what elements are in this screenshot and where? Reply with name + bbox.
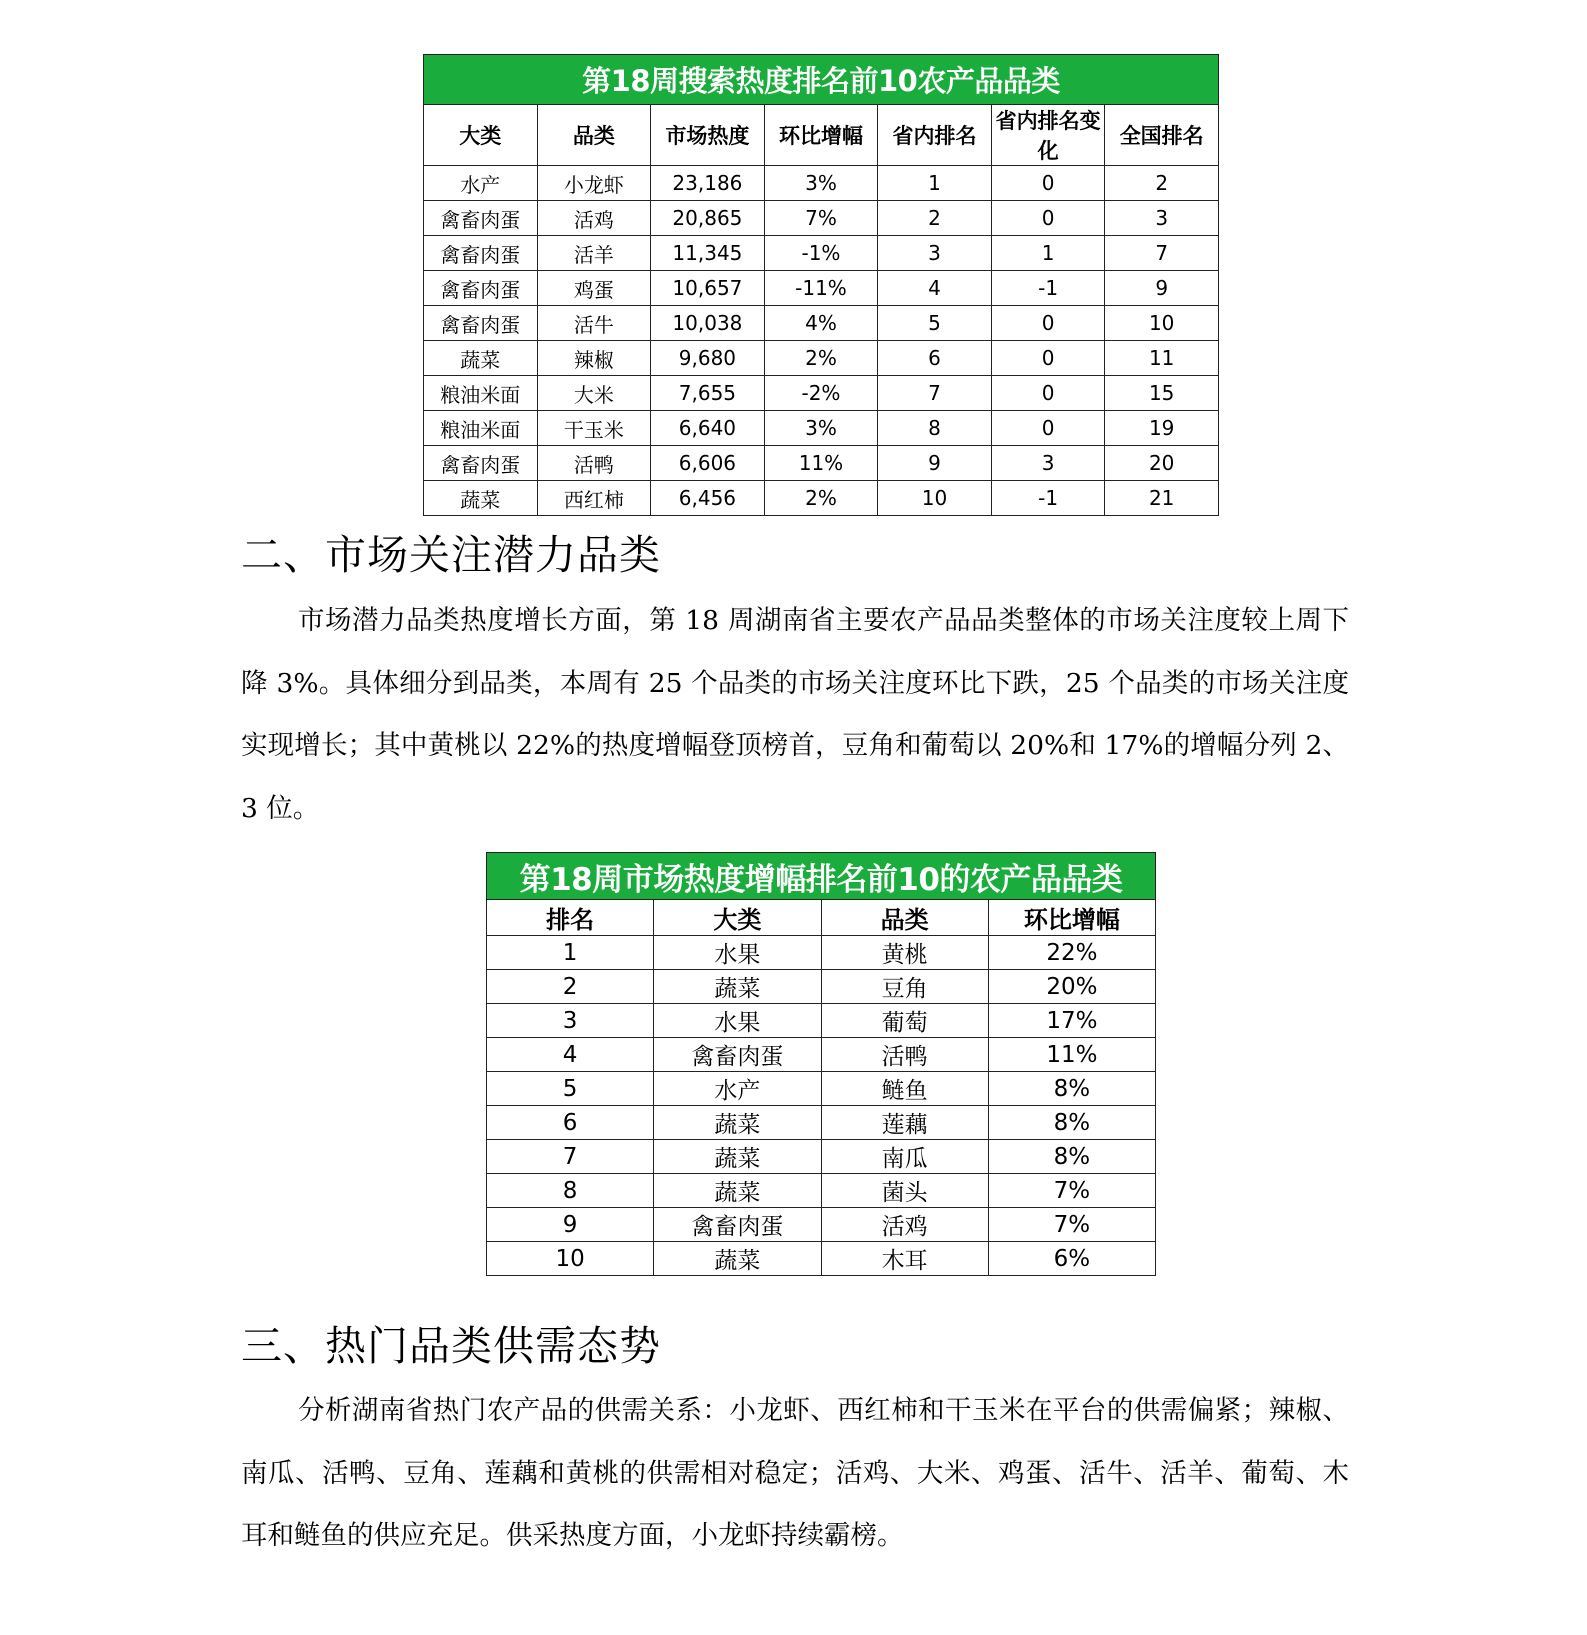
table-cell: 6 (878, 341, 992, 376)
table-cell: 6 (487, 1106, 654, 1140)
table-cell: 蔬菜 (654, 1106, 821, 1140)
table-cell: 6% (988, 1242, 1155, 1276)
table-cell: -1 (991, 271, 1105, 306)
table-cell: 水产 (424, 166, 538, 201)
table-cell: 蔬菜 (654, 1140, 821, 1174)
table-cell: 2 (1105, 166, 1219, 201)
table-cell: 21 (1105, 481, 1219, 516)
table-cell: 黄桃 (821, 936, 988, 970)
table-cell: 4% (764, 306, 878, 341)
table-cell: 辣椒 (537, 341, 651, 376)
table-cell: 水产 (654, 1072, 821, 1106)
table-cell: 小龙虾 (537, 166, 651, 201)
table-cell: 蔬菜 (424, 481, 538, 516)
table-cell: 10 (878, 481, 992, 516)
header-cell: 品类 (821, 900, 988, 936)
table-cell: 7 (878, 376, 992, 411)
table-row (487, 1106, 1156, 1140)
table-cell: 0 (991, 341, 1105, 376)
header-cell: 市场热度 (651, 105, 765, 166)
header-cell: 大类 (424, 105, 538, 166)
table-row (424, 166, 1219, 201)
table-cell: 15 (1105, 376, 1219, 411)
table-cell: 4 (878, 271, 992, 306)
table-row (487, 1140, 1156, 1174)
table-cell: 粮油米面 (424, 411, 538, 446)
table-cell: 菌头 (821, 1174, 988, 1208)
table-cell: 7% (764, 201, 878, 236)
table-cell: -2% (764, 376, 878, 411)
table-cell: 7 (1105, 236, 1219, 271)
table-cell: 禽畜肉蛋 (424, 446, 538, 481)
table-cell: 豆角 (821, 970, 988, 1004)
table-cell: 11% (988, 1038, 1155, 1072)
table-cell: 南瓜 (821, 1140, 988, 1174)
table-row (424, 306, 1219, 341)
table-cell: 9 (878, 446, 992, 481)
table-cell: 1 (878, 166, 992, 201)
table-cell: 活鸡 (821, 1208, 988, 1242)
table-cell: 禽畜肉蛋 (654, 1038, 821, 1072)
table-cell: 大米 (537, 376, 651, 411)
table-cell: 3% (764, 166, 878, 201)
table-header-row (487, 900, 1156, 936)
table-row (487, 1208, 1156, 1242)
table-row (487, 1242, 1156, 1276)
table-cell: 活鸡 (537, 201, 651, 236)
header-cell: 环比增幅 (988, 900, 1155, 936)
table-row (424, 271, 1219, 306)
table-row (487, 1004, 1156, 1038)
header-cell: 省内排名变化 (991, 105, 1105, 166)
table-cell: 0 (991, 306, 1105, 341)
table-cell: 莲藕 (821, 1106, 988, 1140)
table-row (424, 481, 1219, 516)
table-cell: 10 (487, 1242, 654, 1276)
heat-growth-top10-table (486, 852, 1156, 1276)
table-cell: 9,680 (651, 341, 765, 376)
table-cell: 7% (988, 1174, 1155, 1208)
header-cell: 大类 (654, 900, 821, 936)
table-cell: 2% (764, 341, 878, 376)
table-header-row (424, 105, 1219, 166)
table-cell: 20 (1105, 446, 1219, 481)
table-cell: 干玉米 (537, 411, 651, 446)
table-cell: 0 (991, 201, 1105, 236)
table-cell: 蔬菜 (654, 1242, 821, 1276)
table-cell: 8% (988, 1106, 1155, 1140)
table-title: 第18周搜索热度排名前10农产品品类 (424, 55, 1219, 105)
table-cell: 鸡蛋 (537, 271, 651, 306)
table-cell: 鲢鱼 (821, 1072, 988, 1106)
header-cell: 排名 (487, 900, 654, 936)
table-cell: 11,345 (651, 236, 765, 271)
table-cell: 7,655 (651, 376, 765, 411)
table-row (424, 446, 1219, 481)
section-heading-potential: 二、市场关注潜力品类 (241, 531, 661, 579)
table-cell: 禽畜肉蛋 (424, 236, 538, 271)
table-cell: -1 (991, 481, 1105, 516)
table-cell: 2 (878, 201, 992, 236)
table-cell: 6,606 (651, 446, 765, 481)
table-cell: 4 (487, 1038, 654, 1072)
table-cell: 10,657 (651, 271, 765, 306)
table-cell: 10 (1105, 306, 1219, 341)
table-row (487, 1038, 1156, 1072)
table-cell: 8% (988, 1140, 1155, 1174)
table-cell: 5 (487, 1072, 654, 1106)
header-cell: 品类 (537, 105, 651, 166)
table-cell: 活鸭 (821, 1038, 988, 1072)
table-row (424, 411, 1219, 446)
table-cell: 禽畜肉蛋 (424, 306, 538, 341)
table-cell: 水果 (654, 1004, 821, 1038)
table-cell: 蔬菜 (654, 1174, 821, 1208)
table-cell: 3 (487, 1004, 654, 1038)
table-cell: 8 (487, 1174, 654, 1208)
table-cell: 1 (991, 236, 1105, 271)
table-cell: 0 (991, 411, 1105, 446)
table-cell: 蔬菜 (654, 970, 821, 1004)
table-cell: 23,186 (651, 166, 765, 201)
table-cell: 活羊 (537, 236, 651, 271)
table-cell: 西红柿 (537, 481, 651, 516)
table-cell: 0 (991, 376, 1105, 411)
table-cell: 20% (988, 970, 1155, 1004)
table-cell: 17% (988, 1004, 1155, 1038)
table-cell: 11% (764, 446, 878, 481)
table-cell: 蔬菜 (424, 341, 538, 376)
table-cell: 10,038 (651, 306, 765, 341)
table-cell: 6,456 (651, 481, 765, 516)
table-cell: 8% (988, 1072, 1155, 1106)
table-cell: 木耳 (821, 1242, 988, 1276)
table-cell: 禽畜肉蛋 (424, 271, 538, 306)
table-cell: 5 (878, 306, 992, 341)
table-row (487, 970, 1156, 1004)
table-title: 第18周市场热度增幅排名前10的农产品品类 (487, 853, 1156, 900)
search-heat-top10-table (423, 54, 1219, 516)
section-paragraph-potential: 市场潜力品类热度增长方面，第 18 周湖南省主要农产品品类整体的市场关注度较上周下降 3%。具体细分到品类，本周有 25 个品类的市场关注度环比下跌，25 个品类的市场关注度实现增长；其中黄桃以 22%的热度增幅登顶榜首，豆角和葡萄以 20%和 17%的增幅分列 2、3 位。 (241, 605, 1349, 824)
table-cell: -11% (764, 271, 878, 306)
table-row (487, 1174, 1156, 1208)
table-cell: 2 (487, 970, 654, 1004)
table-cell: 葡萄 (821, 1004, 988, 1038)
table-row (487, 1072, 1156, 1106)
table-row (424, 376, 1219, 411)
table-cell: 9 (487, 1208, 654, 1242)
table-cell: 活鸭 (537, 446, 651, 481)
table-cell: 7 (487, 1140, 654, 1174)
table-row (424, 201, 1219, 236)
table-cell: 7% (988, 1208, 1155, 1242)
header-cell: 全国排名 (1105, 105, 1219, 166)
header-cell: 环比增幅 (764, 105, 878, 166)
table-cell: 11 (1105, 341, 1219, 376)
table-cell: 水果 (654, 936, 821, 970)
table-cell: 1 (487, 936, 654, 970)
table-cell: -1% (764, 236, 878, 271)
table-row (424, 341, 1219, 376)
table-cell: 19 (1105, 411, 1219, 446)
table-cell: 粮油米面 (424, 376, 538, 411)
table-cell: 0 (991, 166, 1105, 201)
table-cell: 禽畜肉蛋 (424, 201, 538, 236)
table-cell: 3 (1105, 201, 1219, 236)
table-cell: 3% (764, 411, 878, 446)
table-cell: 8 (878, 411, 992, 446)
table-cell: 3 (991, 446, 1105, 481)
table-cell: 禽畜肉蛋 (654, 1208, 821, 1242)
table-cell: 3 (878, 236, 992, 271)
table-cell: 2% (764, 481, 878, 516)
table-cell: 6,640 (651, 411, 765, 446)
table-row (424, 236, 1219, 271)
table-cell: 22% (988, 936, 1155, 970)
header-cell: 省内排名 (878, 105, 992, 166)
section-heading-supply-demand: 三、热门品类供需态势 (241, 1322, 661, 1370)
section-paragraph-supply-demand: 分析湖南省热门农产品的供需关系：小龙虾、西红柿和干玉米在平台的供需偏紧；辣椒、南瓜、活鸭、豆角、莲藕和黄桃的供需相对稳定；活鸡、大米、鸡蛋、活牛、活羊、葡萄、木耳和鲢鱼的供应充足。供采热度方面，小龙虾持续霸榜。 (241, 1395, 1349, 1551)
table-cell: 20,865 (651, 201, 765, 236)
table-cell: 活牛 (537, 306, 651, 341)
table-cell: 9 (1105, 271, 1219, 306)
table-row (487, 936, 1156, 970)
